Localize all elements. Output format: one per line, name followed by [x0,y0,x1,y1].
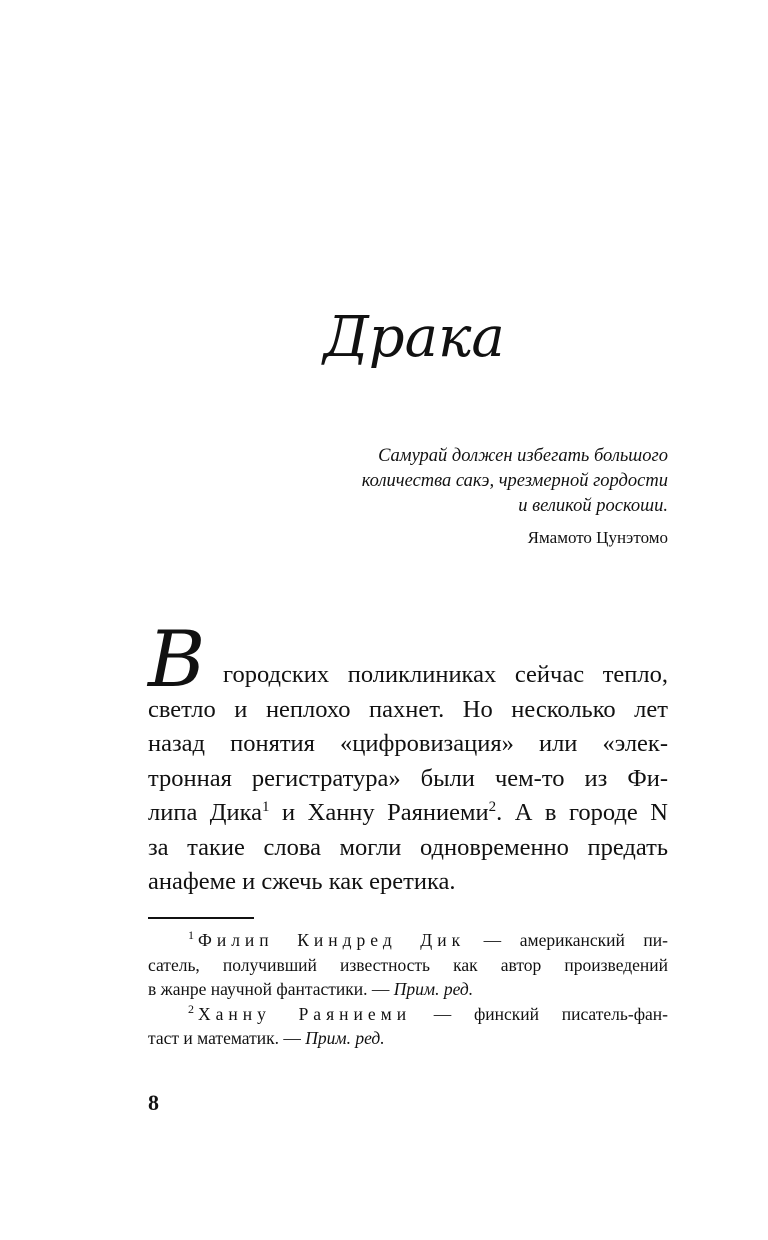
footnote-line [148,1026,668,1051]
body-line: светло и неплохо пахнет. Но несколько лет [148,695,668,723]
footnote-ref-2: 2 [488,798,497,815]
page-number: 8 [148,1090,159,1115]
epigraph-line: Самурай должен избегать большого [378,446,668,466]
footnote-name: Ханну Раяниеми [198,1003,412,1024]
footnote-ref-1: 1 [262,798,270,815]
editor-note: Прим. ред. [393,979,474,999]
footnotes [148,928,668,1051]
footnote-text: в жанре научной фантастики. — [148,979,394,999]
body-line: городских поликлиниках сейчас тепло, [223,661,668,688]
footnote-line [148,977,668,1002]
epigraph [288,444,668,550]
body-line [148,796,668,831]
footnote-divider [148,917,254,919]
body-line: за такие слова могли одновременно предать [148,833,668,861]
epigraph-author: Ямамото Цунэтомо [527,528,668,547]
footnote-number: 1 [188,928,194,943]
body-line: тронная регистратура» были чем-то из Фи- [148,764,668,792]
epigraph-line: количества сакэ, чрезмерной гордости [361,471,668,491]
body-text-segment: липа Дика [148,799,263,826]
chapter-title: Драка [323,305,505,370]
footnote-line: сатель, получивший известность как автор произведений [148,954,668,975]
body-text-segment: и Ханну Раяниеми [269,799,489,826]
epigraph-line: и великой роскоши. [518,496,668,516]
editor-note: Прим. ред. [305,1028,385,1048]
drop-cap: В [148,615,206,705]
footnote-text: таст и математик. — [148,1028,306,1048]
body-text-segment: . А в городе N [496,799,668,826]
footnote-text: — американский пи- [465,930,668,950]
footnote-2 [148,1002,668,1027]
body-line: назад понятия «цифровизация» или «элек- [148,730,668,757]
body-line: анафеме и сжечь как еретика. [148,868,456,895]
body-text [148,615,668,900]
footnote-name: Филип Киндред Дик [198,930,466,950]
footnote-number: 2 [188,1001,194,1016]
footnote-1 [148,928,668,953]
footnote-text: — финский писатель-фан- [411,1003,669,1024]
